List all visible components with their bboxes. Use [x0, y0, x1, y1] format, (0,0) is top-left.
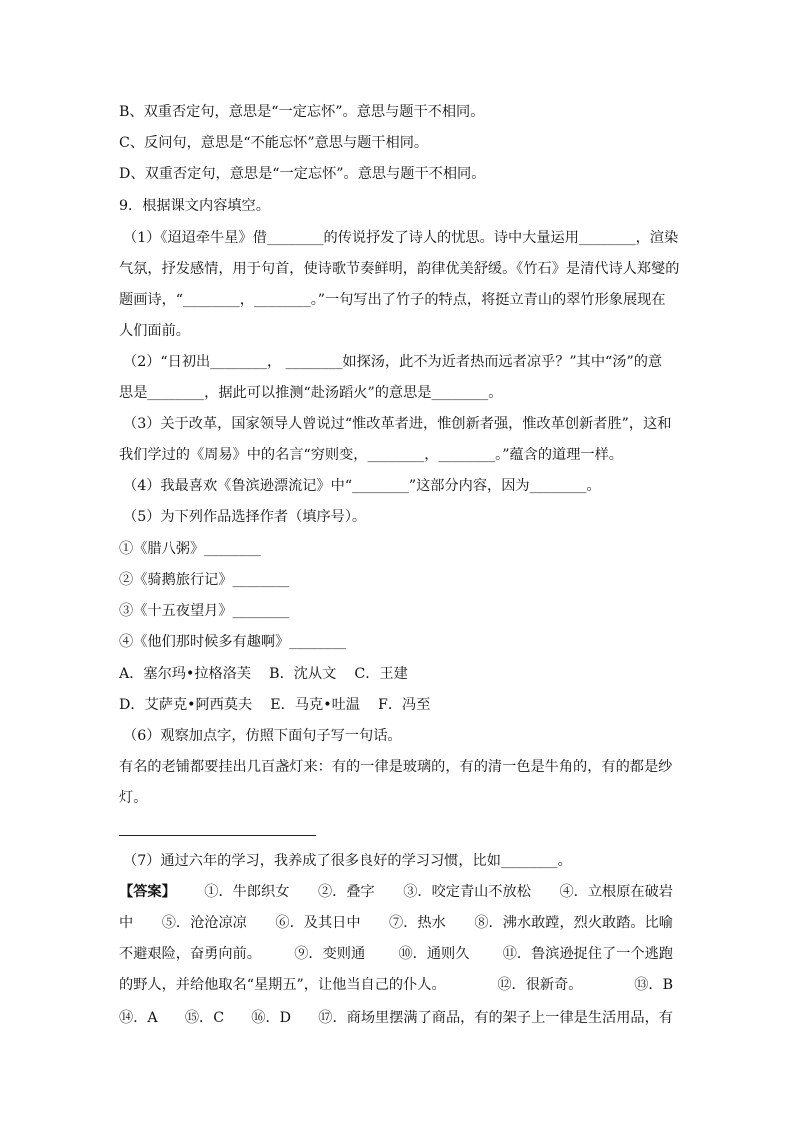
answer-item: ⑤．沧沧凉凉	[161, 915, 247, 931]
answer-item: 中	[119, 915, 134, 931]
author-options-d-f: D．艾萨克•阿西莫夫 E．马克•吐温 F．冯至	[119, 697, 431, 713]
answer-label: 【答案】	[119, 884, 176, 900]
work-item-3: ③《十五夜望月》________	[119, 603, 290, 619]
option-d-explanation: D、双重否定句，意思是“一定忘怀”。意思与题干不相同。	[119, 166, 486, 182]
option-b-explanation: B、双重否定句，意思是“一定忘怀”。意思与题干不相同。	[119, 104, 485, 120]
question-9-2-line-2: 思是________，据此可以推测“赴汤蹈火”的意思是________。	[119, 385, 503, 401]
answer-item: ⑪．鲁滨逊捉住了一个逃跑	[502, 946, 673, 962]
work-item-2: ②《骑鹅旅行记》________	[119, 572, 290, 588]
option-c-explanation: C、反问句，意思是“不能忘怀”意思与题干相同。	[119, 135, 429, 151]
answer-item: ⑩．通则久	[398, 946, 470, 962]
answer-item: ⑧．沸水敢蹚，烈火敢踏。比喻	[474, 915, 673, 931]
answer-item: ⑬．B	[634, 977, 673, 993]
answer-item: ②．叠字	[317, 884, 375, 900]
answer-item: ⑫．很新奇。	[497, 977, 583, 993]
question-9-1-line-1: （1）《迢迢牵牛星》借________的传说抒发了诗人的忧思。诗中大量运用________，渲染	[123, 230, 679, 246]
answer-item: 不避艰险，奋勇向前。	[119, 946, 261, 962]
question-9-3-line-1: （3）关于改革，国家领导人曾说过“惟改革者进，惟创新者强，惟改革创新者胜”，这和	[123, 416, 672, 432]
question-9-7: （7）通过六年的学习，我养成了很多良好的学习习惯，比如________。	[123, 853, 572, 869]
example-sentence-line-2: 灯。	[119, 790, 148, 806]
question-9-4: （4）我最喜欢《鲁滨逊漂流记》中“________”这部分内容，因为________。	[123, 478, 601, 494]
answer-item: ⑰．商场里摆满了商品，有的架子上一律是生活用品，有	[318, 1010, 673, 1026]
answer-item: ①．牛郎织女	[204, 884, 290, 900]
work-item-1: ①《腊八粥》________	[119, 541, 261, 557]
answer-item: ⑮．C	[184, 1010, 225, 1026]
answer-row-2	[119, 914, 673, 932]
work-item-4: ④《他们那时候多有趣啊》________	[119, 634, 347, 650]
question-9-1-line-4: 人们面前。	[119, 323, 190, 339]
answer-item: ⑯．D	[251, 1010, 292, 1026]
answer-item: ⑨．变则通	[294, 946, 366, 962]
answer-item: 的野人，并给他取名“星期五”，让他当自己的仆人。	[119, 977, 446, 993]
answer-row-5	[119, 1009, 673, 1027]
answer-item: ⑦．热水	[389, 915, 446, 931]
answer-item: ③．咬定青山不放松	[403, 884, 531, 900]
answer-row-4	[119, 976, 673, 994]
question-9-1-line-2: 气氛，抒发感情，用于句首，使诗歌节奏鲜明，韵律优美舒缓。《竹石》是清代诗人郑燮的	[119, 261, 680, 277]
answer-row-3	[119, 945, 673, 963]
answer-blank-line	[119, 835, 316, 836]
answer-item: ⑭．A	[119, 1010, 158, 1026]
answer-row-1	[119, 883, 673, 901]
answer-item: ⑥．及其日中	[275, 915, 361, 931]
question-9-heading: 9．根据课文内容填空。	[119, 198, 270, 214]
question-9-1-line-3: 题画诗，“________，________。”一句写出了竹子的特点，将挺立青山的翠竹形象展现在	[119, 292, 666, 308]
author-options-a-c: A．塞尔玛•拉格洛芙 B．沈从文 C．王建	[119, 666, 408, 682]
question-9-6: （6）观察加点字，仿照下面句子写一句话。	[123, 728, 402, 744]
question-9-5: （5）为下列作品选择作者（填序号）。	[123, 509, 367, 525]
example-sentence-line-1: 有名的老铺都要挂出几百盏灯来：有的一律是玻璃的，有的清一色是牛角的，有的都是纱	[119, 759, 673, 775]
answer-item: ④．立根原在破岩	[559, 884, 673, 900]
question-9-2-line-1: （2）“日初出________， ________如探汤，此不为近者热而远者凉乎？”其中“汤”的意	[123, 354, 663, 370]
question-9-3-line-2: 我们学过的《周易》中的名言“穷则变，________，________。”蕴含的道理一样。	[119, 447, 623, 463]
